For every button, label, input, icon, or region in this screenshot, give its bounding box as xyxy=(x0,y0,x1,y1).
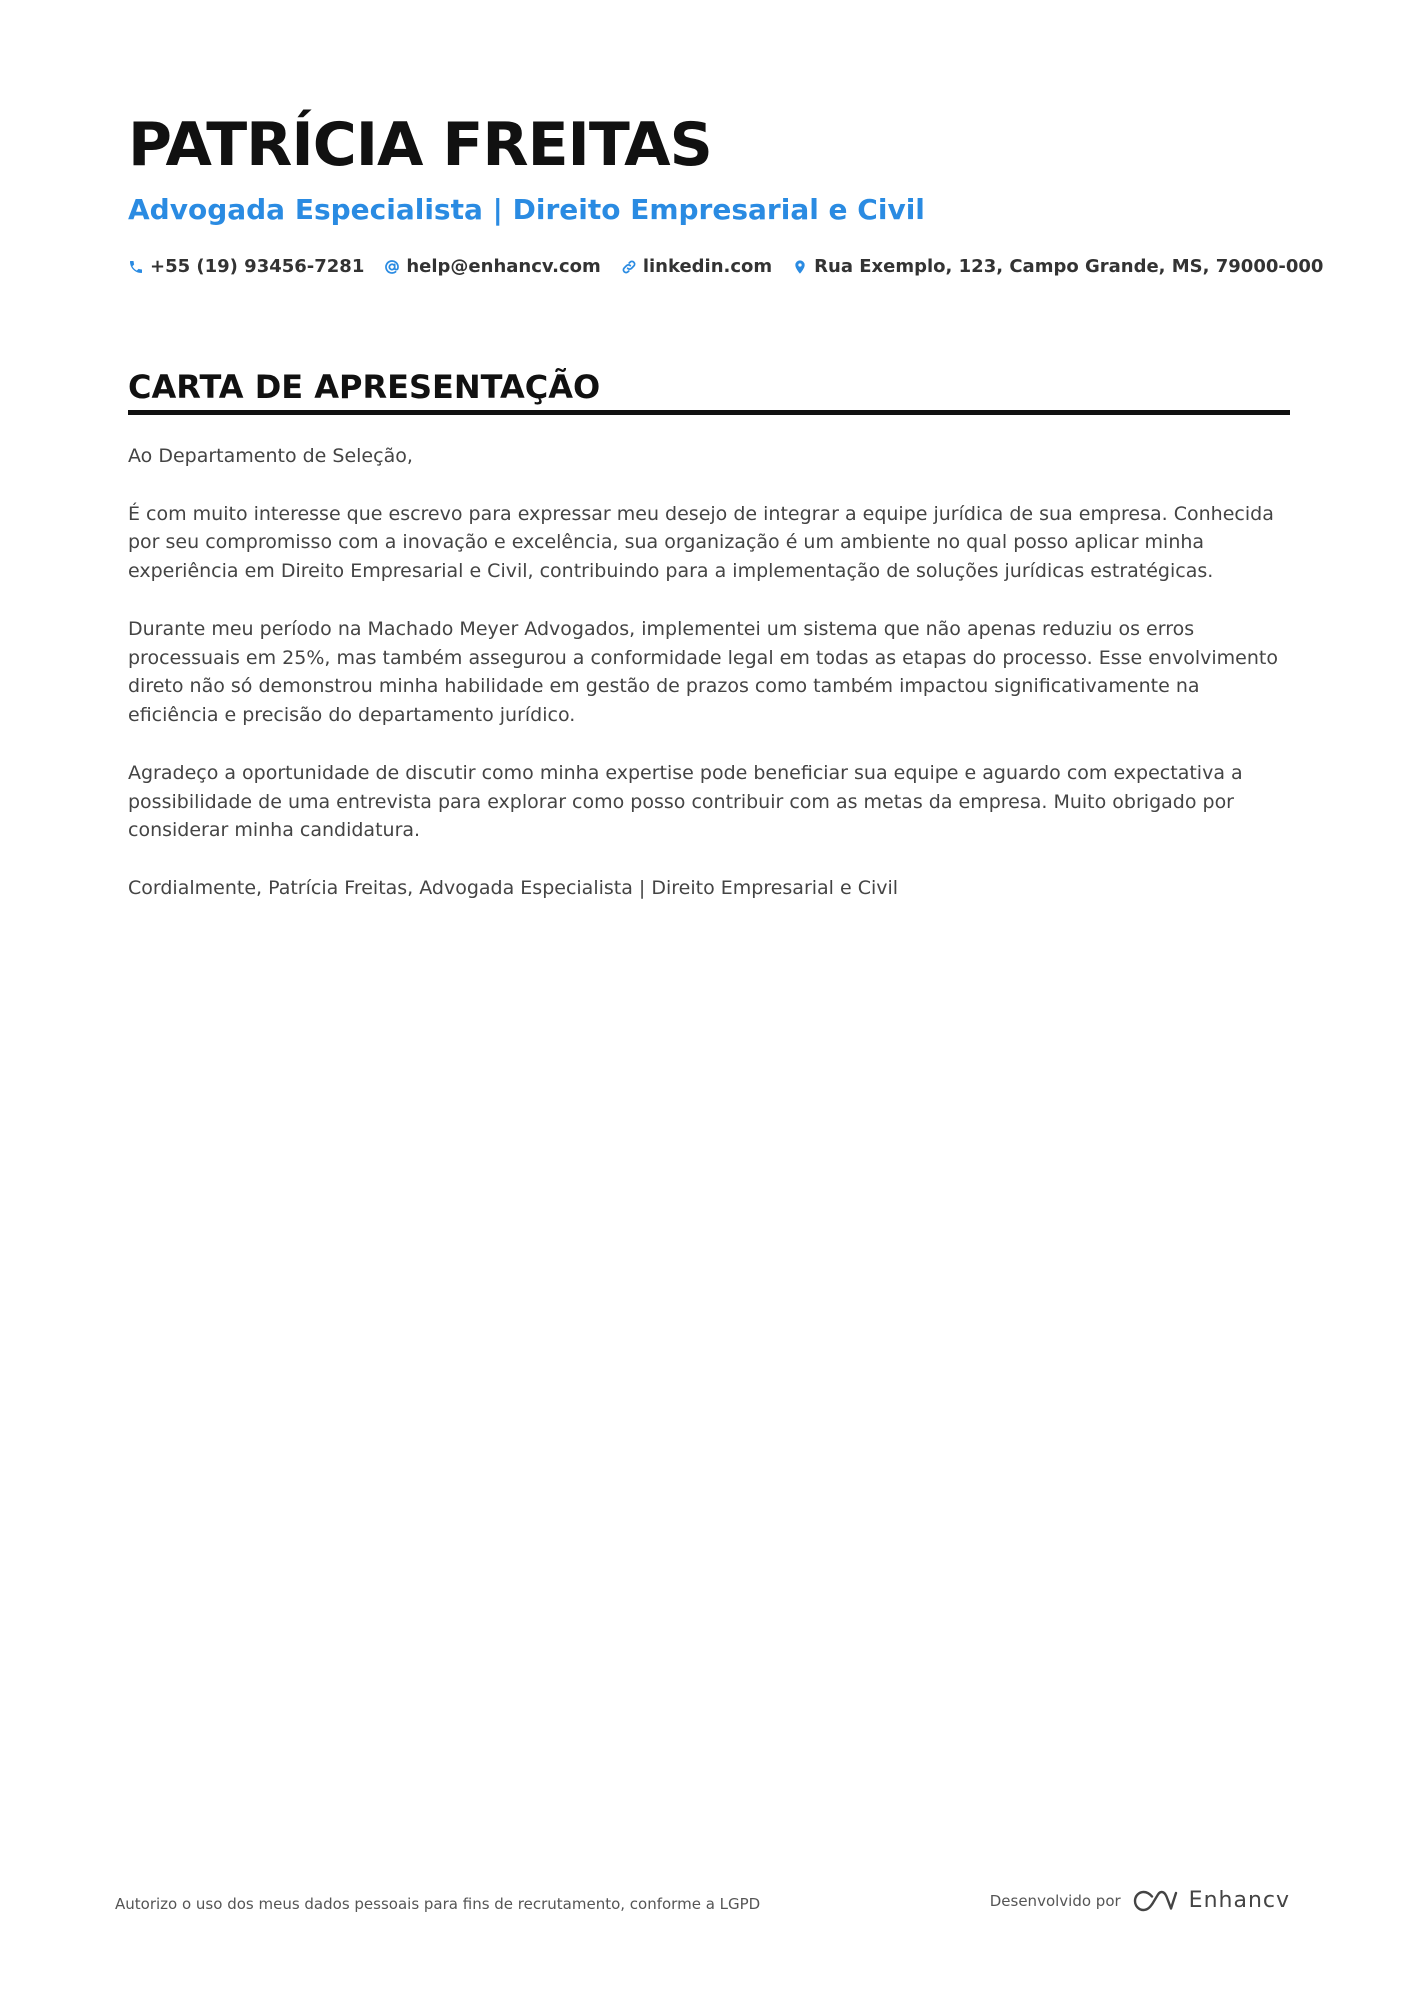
address-text: Rua Exemplo, 123, Campo Grande, MS, 79000-000 xyxy=(814,256,1324,277)
section-divider xyxy=(128,410,1290,415)
footer-consent: Autorizo o uso dos meus dados pessoais para fins de recrutamento, conforme a LGPD xyxy=(115,1895,761,1913)
powered-by-label: Desenvolvido por xyxy=(989,1892,1121,1910)
phone-icon xyxy=(128,259,144,275)
letter-paragraph: É com muito interesse que escrevo para expressar meu desejo de integrar a equipe jurídica de sua empresa. Conhecida por seu compromisso com a inovação e excelência, sua organização é um ambiente no qual posso aplicar minha experiência em Direito Empresarial e Civil, contribuindo para a implementação de soluções jurídicas estratégicas. xyxy=(128,502,1274,583)
contact-link[interactable] xyxy=(621,253,772,281)
letter-closing: Cordialmente, Patrícia Freitas, Advogada Especialista | Direito Empresarial e Civil xyxy=(128,876,899,899)
candidate-headline: Advogada Especialista | Direito Empresarial e Civil xyxy=(128,193,925,226)
link-icon xyxy=(621,259,637,275)
link-text: linkedin.com xyxy=(642,256,773,277)
at-icon xyxy=(384,259,400,275)
candidate-name: PATRÍCIA FREITAS xyxy=(128,110,712,180)
contact-email[interactable] xyxy=(384,253,600,281)
section-title: CARTA DE APRESENTAÇÃO xyxy=(128,368,601,406)
contact-phone[interactable] xyxy=(128,253,364,281)
letter-paragraph: Durante meu período na Machado Meyer Advogados, implementei um sistema que não apenas reduziu os erros processuais em 25%, mas também assegurou a conformidade legal em todas as etapas do processo. Esse envolvimento direto não só demonstrou minha habilidade em gestão de prazos como também impactou significativamente na eficiência e precisão do departamento jurídico. xyxy=(128,617,1278,727)
contact-address xyxy=(792,253,1323,281)
contact-bar xyxy=(128,253,1323,281)
letter-paragraph: Agradeço a oportunidade de discutir como minha expertise pode beneficiar sua equipe e aguardo com expectativa a possibilidade de uma entrevista para explorar como posso contribuir com as metas da empresa. Muito obrigado por considerar minha candidatura. xyxy=(128,761,1243,842)
phone-number: +55 (19) 93456-7281 xyxy=(150,256,365,277)
location-pin-icon xyxy=(792,259,808,275)
footer-branding[interactable] xyxy=(990,1888,1290,1914)
letter-body xyxy=(128,442,1288,932)
enhancv-logo xyxy=(1131,1888,1179,1914)
email-address: help@enhancv.com xyxy=(406,256,601,277)
letter-greeting: Ao Departamento de Seleção, xyxy=(128,445,413,467)
brand-name: Enhancv xyxy=(1188,1888,1290,1913)
